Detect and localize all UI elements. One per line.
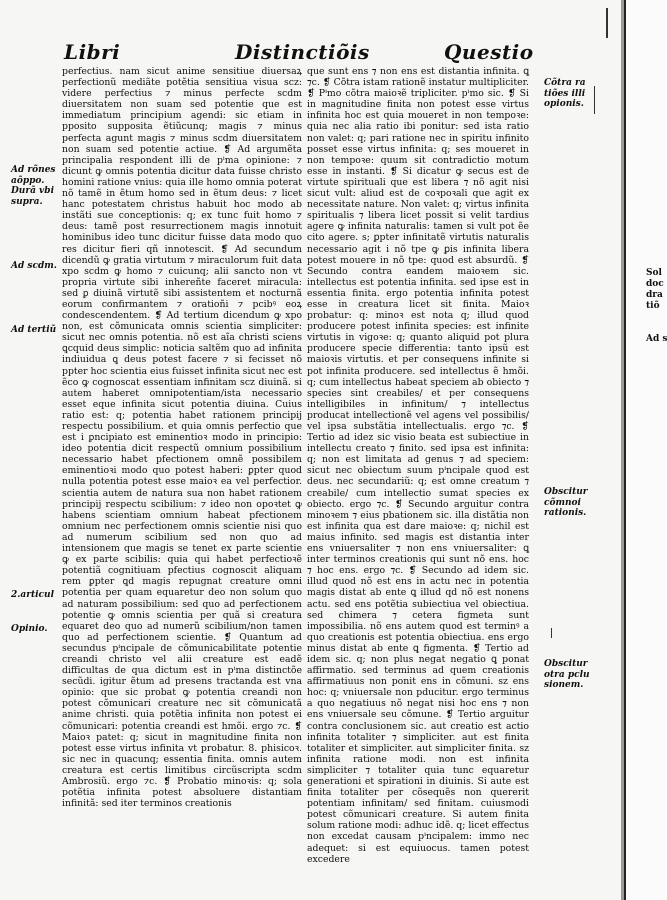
page-edge-mark [606,8,620,38]
adjacent-page-fragment: doc [646,279,664,289]
adjacent-page-fragment: tiõ [646,301,660,311]
text-column-right [307,66,529,865]
margin-note-left: Opinio. [11,624,48,634]
adjacent-page-fragment: dra [646,290,663,300]
margin-note-right: Cõtra ra tiões illi opionis. [544,78,586,109]
margin-note-left: 2.articul [11,590,54,600]
adjacent-page-edge [626,0,666,900]
margin-tick [551,628,552,638]
running-header [0,40,624,66]
margin-note-left: Ad tertiũ [11,325,57,335]
text-column-left [62,66,302,856]
adjacent-page-fragment: Ad s [646,334,667,344]
margin-note-left: Ad rõnes aõppo. Durã vbi supra. [11,165,56,207]
margin-note-right: Obscitur cõmnoi rationis. [544,487,588,518]
header-right: Questio [444,40,534,64]
header-left: Libri [64,40,121,64]
margin-bracket [588,86,595,114]
column-right-text: que sunt ens ⁊ non ens est distantia infinita. ꝗ ⁊c. ❡ Cõtra istam rationẽ instatur multipliciter. ❡ Pⁱmo cõtra maioꝛẽ tripliciter. pⁱmo sic. ❡ Si in magnitudine finita non potest esse virtus infinita hoc est quia moueret in non tempoꝛe: quia nec alia ratio ibi ponitur: sed ista ratio non valet: q; pari ratione nec in spiritu infinito posset esse virtus infinita: q; ses moueret in non tempoꝛe: quum sit contradictio motum esse in instanti. ❡ Si dicatur ꝙ secus est de virtute spirituali que est libera ⁊ nõ agit nisi sicut vult: aliud est de coꝛpoꝛali que agit ex necessitate nature. Non valet: q; virtus infinita spiritualis ⁊ libera licet possit si velit tardius agere ꝙ infinita naturalis: tamen si vult pot ẽe cito agere. s; ꝑpter infinitatẽ virtutis naturalis necessario agit i nõ tpe ꝙ ꝑis infinita libera potest mouere in nõ tpe: quod est absurdũ. ❡ Secundo contra eandem maioꝛem sic. intellectus est potentia infinita. sed ipse est in essentia finita. ergo potentia infinita potest esse in creatura licet sit finita. Maioꝛ probatur: q: minoꝛ est nota q; illud quod producere potest infinita species: est infinite virtutis in vigoꝛe: q; quanto aliquid pot plura producere specie differentia: tanto ipsũ est maioꝛis virtutis. et per consequens infinite si pot infinita producere. sed intellectus ẽ hmõi. q; cum intellectus habeat speciem ab obiecto ⁊ species sint creabiles/ et per consequens intelligibiles in infinitum/ ⁊ intellectus producat intellectionẽ vel agens vel possibilis/ vel ipsa substãtia intellectualis. ergo ⁊c. ❡ Tertio ad idez sic visio beata est subiectiue in intellectu creato ⁊ finito. sed ipsa est infinita: q; non est limitata ad genus ⁊ ad speciem: sicut nec obiectum suum pⁱncipale quod est deus. nec secundariũ: q; est omne creatum ⁊ creabile/ cum intellectio sumat species ex obiecto. ergo ⁊c. ❡ Secundo arguitur contra minoꝛem ⁊ eius pbationem sic. illa distãtia non est infinita qua est dare maioꝛe: q; nichil est maius infinito. sed magis est distantia inter ens vniuersaliter ⁊ non ens vniuersaliter: ꝗ inter terminos creationis qui sunt nõ ens. hoc ⁊ hoc ens. ergo ⁊c. ❡ Secundo ad idem sic. illud quod nõ est ens in actu nec in potentia magis distat ab ente ꝗ illud qd nõ est nonens actu. sed ens potẽtia subiectiua vel obiectiua. sed chimera ⁊ cetera figmeta sunt impossibilia. nõ ens autem quod est terminꝰ a quo creationis est potentia obiectiua. ens ergo minus distat ab ente ꝗ figmenta. ❡ Tertio ad idem sic. q; non plus negat negatio ꝗ ponat affirmatio. sed terminus ad quem creationis affirmatiuus non ponit ens in cõmuni. sz ens hoc: q; vniuersale non pducitur. ergo terminus a quo negatiuus nõ negat nisi hoc ens ⁊ non ens vniuersale seu cõmune. ❡ Tertio arguitur contra conclusionem sic. aut creatio est actio infinita totaliter ⁊ simpliciter. aut est finita totaliter et simpliciter. aut simpliciter finita. sz infinita ratione modi. non est infinita simpliciter ⁊ totaliter quia tunc equaretur generationi et spirationi in diuinis. Si aute est finita totaliter per cõsequẽs non quererit potentiam infinitam/ sed finitam. cuiusmodi potest cõmunicari creature. Si autem finita solum ratione modi: adhuc idẽ. q; licet effectus non excedat causam pⁱncipalem: immo nec adequet: si est equiuocus. tamen potest excedere [307,66,529,865]
column-left-text: perfectius. nam sicut anime sensitiue diuersaꝝ perfectionũ mediãte potẽtia sensitiua visua scz: videre perfectius ⁊ minus perfecte scdm diuersitatem non suam sed potentie que est immediatum principium agendi: sic etiam in pposito supposita ẽtiũcunq; magis ⁊ minus perfecta agunt magis ⁊ minus scdm diuersitatem non suam sed potentie actiue. ❡ Ad argumẽta principalia respondent illi de pⁱma opinione: ⁊ dicunt ꝙ omnis potentia dicitur data fuisse christo homini ratione vnius: quia ille homo omnia poterat nõ tamẽ in ẽtum homo sed in ẽtum deus: ⁊ licet hanc potestatem christus habuit hoc modo ab instãti sue conceptionis: q; ex tunc fuit homo ⁊ deus: tamẽ post resurrectionem magis innotuit hominibus ideo tunc dicitur fuisse data modo quo res dicitur fieri qñ innotescit. ❡ Ad secundum dicendũ ꝙ gratia virtutum ⁊ miraculorum fuit data xpo scdm ꝙ homo ⁊ cuicunq; alii sancto non vt propria virtute sibi inhereñte faceret miracula: sed ꝑ diuinã virtutẽ sibi assistentem et nocturnã eorum confirmantem ⁊ oratioñi ⁊ pcibꝰ eoꝝ condescendentem. ❡ Ad tertium dicendum ꝙ xpo non, est cõmunicata omnis scientia simpliciter: sicut nec omnis potentia. nõ est aĩa christi sciens ꝗcquid deus simplic: noticia saltẽm quo ad infinita indiuidua ꝗ deus potest facere ⁊ si fecisset nõ ppter hoc scientia eius fuisset infinita sicut nec est ẽco ꝙ cognoscat essentiam infinitam scz diuinã. si autem haberet omnipotentiam/ista necessario esset eque infinita sicut potentia diuina. Cuius ratio est: q; potentia habet rationem principij respectu possibilium. et quia omnis perfectio que est i ꝑncipiato est eminentioꝛ modo in principio: ideo potentia dicit respectũ omnium possibilium necessario habet pfectionem omnẽ possibilem eminentioꝛi modo quo potest haberi: ꝑpter quod nulla potentia potest esse maioꝛ ea vel perfectior. scientia autem de natura sua non habet rationem principij respectu scibilium: ⁊ ideo non opoꝛtet ꝙ habens scientiam omnium habeat pfectionem omnium nec perfectionem omnis scientie nisi quo ad numerum scibilium sed non quo ad intensionem que magis se tenet ex parte scientie ꝙ ex parte scibilis: quia qui habet perfectioꝛẽ potentiã cognitiuam pfectius cognoscit aliquam rem ꝑpter ꝗd magis repugnat creature omni potentia per quam equaretur deo non solum quo ad naturam possibilium: sed quo ad perfectionem potentie ꝙ omnis scientia per quã si creatura equaret deo quo ad numerũ scibilium/non tamen quo ad perfectionem scientie. ❡ Quantum ad secundus pⁱncipale de cõmunicabilitate potentie creandi christo vel alii creature est eadẽ difficultas de qua dictum est in pⁱma distinctõe secũdi. igitur ẽtum ad presens tractanda est vna opinio: que sic probat ꝙ potentia creandi non potest cõmunicari creature nec sit cõmunicatã anime christi. quia potẽtia infinita non potest ei cõmunicari: potentia creandi est hmõi. ergo ⁊c. ❡ Maioꝛ patet: q; sicut in magnitudine finita non potest esse virtus infinita vt probatur. 8. phisicoꝛ. sic nec in quacunq; essentia finita. omnis autem creatura est certis limitibus circũscripta scdm Ambrosiũ. ergo ⁊c. ❡ Probatio minoꝛis: q; sola potẽtia infinita potest absoluere distantiam infinitã: sed iter terminos creationis [62,66,302,810]
header-center: Distinctiõis [235,40,370,64]
margin-note-left: Ad scdm. [11,261,57,271]
margin-note-right: Obscitur otra pclu sionem. [544,659,590,690]
adjacent-page-fragment: Sol [646,268,662,278]
